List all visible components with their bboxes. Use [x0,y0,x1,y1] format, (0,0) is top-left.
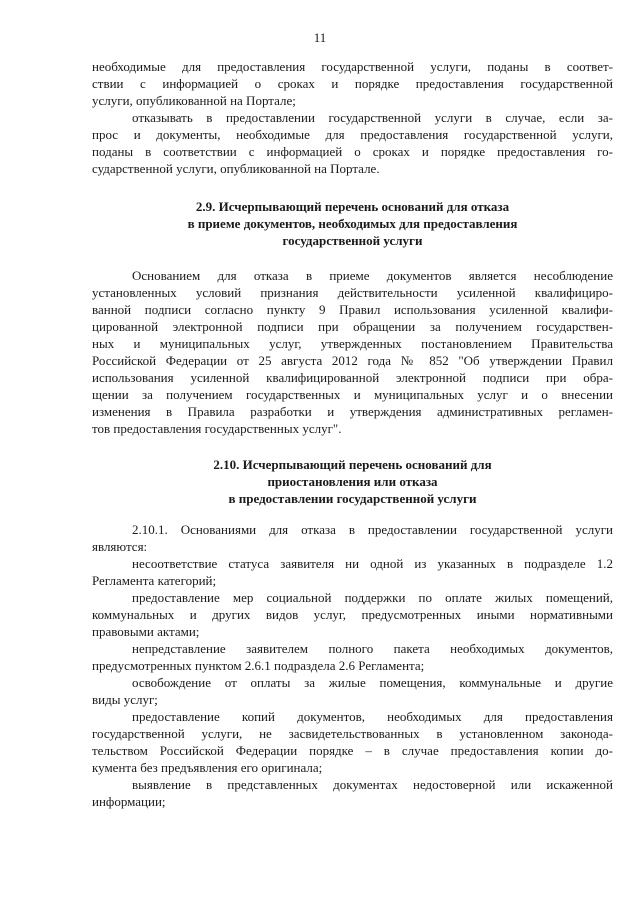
page-number: 11 [313,30,327,45]
heading-line: в приеме документов, необходимых для предоставления [187,216,518,231]
heading-line: приостановления или отказа [267,474,438,489]
paragraph [92,109,613,177]
text-line: тельством Российской Федерации порядке – в случае предоставления копии до- [92,743,613,758]
text-line: ствии с информацией о сроках и порядке предоставления государственной [92,76,613,91]
text-line: предоставление копий документов, необходимых для предоставления [132,709,613,724]
text-line: цированной электронной подписи при обращении за получением государствен- [92,319,613,334]
heading-line: 2.10. Исчерпывающий перечень оснований для [213,457,492,472]
paragraph [92,640,613,674]
text-line: ванной подписи согласно пункту 9 Правил использования усиленной квалифи- [92,302,613,317]
paragraph [92,58,613,109]
text-line: услуги, опубликованной на Портале; [92,93,296,108]
text-line: несоответствие статуса заявителя ни одной из указанных в подразделе 1.2 [132,556,613,571]
text-line: Регламента категорий; [92,573,217,588]
text-line: тов предоставления государственных услуг". [92,421,342,436]
paragraph [92,674,613,708]
text-line: прос и документы, необходимые для предоставления государственной услуги, [92,127,613,142]
text-line: щении за получением государственных и муниципальных услуг и о внесении [92,387,613,402]
paragraph [92,589,613,640]
paragraph [92,267,613,437]
text-line: 2.10.1. Основаниями для отказа в предоставлении государственной услуги [132,522,613,537]
text-line: правовыми актами; [92,624,200,639]
text-line: виды услуг; [92,692,158,707]
text-line: государственной услуги, не засвидетельствованных в установленном законода- [92,726,613,741]
paragraph [92,776,613,810]
heading-line: 2.9. Исчерпывающий перечень оснований для отказа [195,199,510,214]
text-line: отказывать в предоставлении государственной услуги в случае, если за- [132,110,613,125]
paragraph [92,521,613,555]
text-line: установленных условий признания действительности усиленной квалифициро- [92,285,613,300]
text-block [92,521,613,810]
text-block [92,58,613,177]
text-line: информации; [92,794,166,809]
text-line: изменения в Правила разработки и утверждения административных регламен- [92,404,613,419]
heading-line: государственной услуги [282,233,423,248]
text-line: Российской Федерации от 25 августа 2012 года № 852 "Об утверждении Правил [92,353,613,368]
paragraph [92,708,613,776]
text-line: использования усиленной квалифицированной электронной подписи при обра- [92,370,613,385]
heading-line: в предоставлении государственной услуги [228,491,477,506]
text-line: предоставление мер социальной поддержки по оплате жилых помещений, [132,590,613,605]
section-heading [92,456,613,507]
text-block [92,267,613,437]
text-line: Основанием для отказа в приеме документов является несоблюдение [132,268,613,283]
section-heading [92,198,613,249]
text-line: поданы в соответствии с информацией о сроках и порядке предоставления го- [92,144,613,159]
paragraph [92,555,613,589]
text-line: выявление в представленных документах недостоверной или искаженной [132,777,613,792]
text-line: предусмотренных пунктом 2.6.1 подраздела 2.6 Регламента; [92,658,425,673]
text-line: сударственной услуги, опубликованной на Портале. [92,161,380,176]
text-line: освобождение от оплаты за жилые помещения, коммунальные и другие [132,675,613,690]
text-line: непредставление заявителем полного пакета необходимых документов, [132,641,613,656]
text-line: кумента без предъявления его оригинала; [92,760,323,775]
text-line: необходимые для предоставления государственной услуги, поданы в соответ- [92,59,613,74]
text-line: коммунальных и других видов услуг, предусмотренных иными нормативными [92,607,613,622]
text-line: являются: [92,539,148,554]
text-line: ных и муниципальных услуг, утвержденных постановлением Правительства [92,336,613,351]
